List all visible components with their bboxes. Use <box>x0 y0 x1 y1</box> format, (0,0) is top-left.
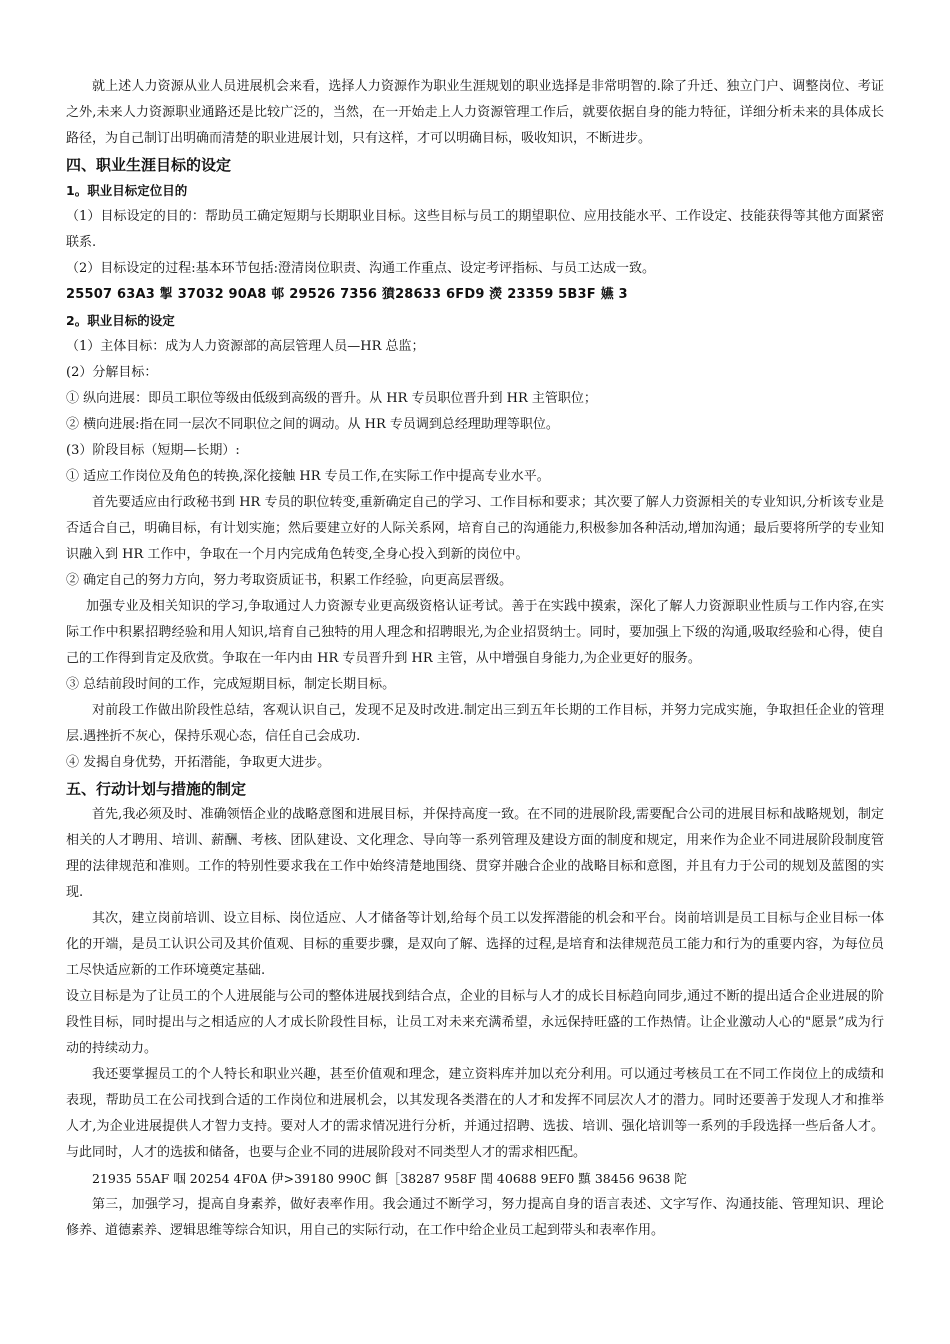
encoded-text-line-2: 21935 55AF 啯 20254 4F0A 伊>39180 990C 餌［38287 958F 閏 40688 9EF0 黰 38456 9638 陀 <box>92 1171 687 1186</box>
decomposed-goal-line: (2）分解目标： <box>66 365 158 380</box>
stage-2-detail: 加强专业及相关知识的学习,争取通过人力资源专业更高级资格认证考试。善于在实践中摸索，深化了解人力资源职业性质与工作内容,在实际工作中积累招聘经验和用人知识,培育自己独特的用人理念和招聘眼光,为企业招贤纳士。同时，要加强上下级的沟通,吸取经验和心得，使自己的工作得到肯定及欣赏。争取在一年内由 HR 专员晋升到 HR 主管，从中增强自身能力,为企业更好的服务。 <box>66 599 884 666</box>
action-paragraph-1: 首先,我必须及时、准确领悟企业的战略意图和进展目标，并保持高度一致。在不同的进展阶段,需要配合公司的进展目标和战略规划，制定相关的人才聘用、培训、薪酬、考核、团队建设、文化理念、导向等一系列管理及建设方面的制度和规定，用来作为企业不同进展阶段制度管理的法律规范和准则。工作的特别性要求我在工作中始终清楚地围绕、贯穿并融合企业的战略目标和意图，并且有力于公司的规划及蓝图的实现. <box>66 807 884 900</box>
subsection-1-heading: 1。职业目标定位目的 <box>66 183 188 198</box>
vertical-progress-line: ① 纵向进展：即员工职位等级由低级到高级的晋升。从 HR 专员职位晋升到 HR 主管职位； <box>66 391 597 406</box>
horizontal-progress-line: ② 横向进展:指在同一层次不同职位之间的调动。从 HR 专员调到总经理助理等职位。 <box>66 417 559 432</box>
main-goal-line: （1）主体目标：成为人力资源部的高层管理人员—HR 总监； <box>66 339 425 354</box>
goal-process-paragraph: （2）目标设定的过程:基本环节包括:澄清岗位职责、沟通工作重点、设定考评指标、与员工达成一致。 <box>66 261 656 276</box>
stage-goal-line: (3）阶段目标（短期—长期）: <box>66 443 240 458</box>
action-paragraph-5: 第三，加强学习，提高自身素养，做好表率作用。我会通过不断学习，努力提高自身的语言表述、文字写作、沟通技能、管理知识、理论修养、道德素养、逻辑思维等综合知识，用自己的实际行动，在工作中给企业员工起到带头和表率作用。 <box>66 1197 884 1238</box>
stage-3-line: ③ 总结前段时间的工作，完成短期目标，制定长期目标。 <box>66 677 396 692</box>
encoded-text-line-1: 25507 63A3 掣 37032 90A8 邨 29526 7356 獖28633 6FD9 濙 23359 5B3F 嬿 3 <box>66 287 628 302</box>
action-paragraph-3: 设立目标是为了让员工的个人进展能与公司的整体进展找到结合点，企业的目标与人才的成长目标趋向同步,通过不断的提出适合企业进展的阶段性目标，同时提出与之相适应的人才成长阶段性目标，让员工对未来充满希望，永远保持旺盛的工作热情。让企业激动人心的"愿景”成为行动的持续动力。 <box>66 989 884 1056</box>
stage-2-line: ② 确定自己的努力方向，努力考取资质证书，积累工作经验，向更高层晋级。 <box>66 573 513 588</box>
stage-3-detail: 对前段工作做出阶段性总结，客观认识自己，发现不足及时改进.制定出三到五年长期的工作目标，并努力完成实施，争取担任企业的管理层.遇挫折不灰心，保持乐观心态，信任自己会成功. <box>66 703 884 744</box>
action-paragraph-4: 我还要掌握员工的个人特长和职业兴趣，甚至价值观和理念，建立资料库并加以充分利用。可以通过考核员工在不同工作岗位上的成绩和表现，帮助员工在公司找到合适的工作岗位和进展机会，以其发现各类潜在的人才和发挥不同层次人才的潜力。同时还要善于发现人才和推举人才,为企业进展提供人才智力支持。要对人才的需求情况进行分析，并通过招聘、选拔、培训、强化培训等一系列的手段选择一些后备人才。与此同时，人才的选拔和储备，也要与企业不同的进展阶段对不同类型人才的需求相匹配。 <box>66 1067 884 1160</box>
subsection-2-heading: 2。职业目标的设定 <box>66 313 175 328</box>
goal-purpose-paragraph: （1）目标设定的目的：帮助员工确定短期与长期职业目标。这些目标与员工的期望职位、应用技能水平、工作设定、技能获得等其他方面紧密联系. <box>66 209 884 250</box>
section-5-heading: 五、行动计划与措施的制定 <box>66 780 247 798</box>
section-4-heading: 四、职业生涯目标的设定 <box>66 156 232 174</box>
intro-paragraph: 就上述人力资源从业人员进展机会来看，选择人力资源作为职业生涯规划的职业选择是非常明智的.除了升迁、独立门户、调整岗位、考证之外,未来人力资源职业通路还是比较广泛的，当然，在一开始走上人力资源管理工作后，就要依据自身的能力特征，详细分析未来的具体成长路径，为自己制订出明确而清楚的职业进展计划，只有这样，才可以明确目标，吸收知识，不断进步。 <box>66 79 884 146</box>
stage-1-detail: 首先要适应由行政秘书到 HR 专员的职位转变,重新确定自己的学习、工作目标和要求；其次要了解人力资源相关的专业知识,分析该专业是否适合自己，明确目标，有计划实施；然后要建立好的人际关系网，培育自己的沟通能力,积极参加各种活动,增加沟通；最后要将所学的专业知识融入到 HR 工作中，争取在一个月内完成角色转变,全身心投入到新的岗位中。 <box>66 495 884 562</box>
stage-4-line: ④ 发揭自身优势，开拓潜能，争取更大进步。 <box>66 755 331 770</box>
stage-1-line: ① 适应工作岗位及角色的转换,深化接触 HR 专员工作,在实际工作中提高专业水平。 <box>66 469 550 484</box>
action-paragraph-2: 其次，建立岗前培训、设立目标、岗位适应、人才储备等计划,给每个员工以发挥潜能的机会和平台。岗前培训是员工目标与企业目标一体化的开端，是员工认识公司及其价值观、目标的重要步骤，是双向了解、选择的过程,是培育和法律规范员工能力和行为的重要内容，为每位员工尽快适应新的工作环境奠定基础. <box>66 911 884 978</box>
